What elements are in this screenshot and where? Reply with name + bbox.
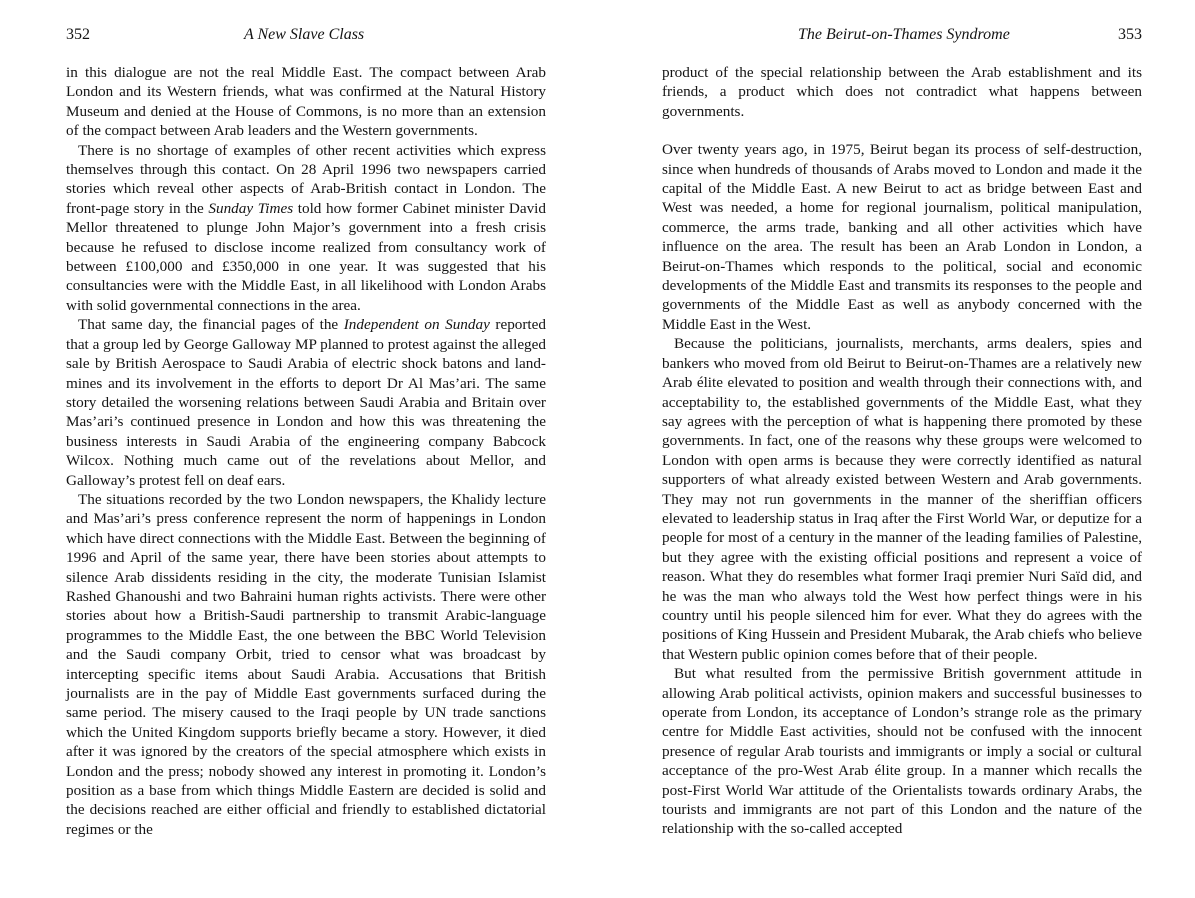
left-page-number: 352 (66, 26, 90, 43)
paragraph-text: That same day, the financial pages of the (78, 316, 344, 334)
paragraph (66, 315, 546, 490)
paragraph (662, 63, 1142, 121)
right-page (662, 0, 1142, 898)
italic-title-text: Independent on Sunday (343, 316, 490, 334)
paragraph-text: reported that a group led by George Galloway MP planned to protest against the alleged sale by British Aerospace to Saudi Arabia of electric shock batons and land-mines and its involvement in the efforts to deport Dr Al Mas’ari. The same story detailed the worsening relations between Saudi Arabia and Britain over Mas’ari’s continued presence in London and how this was threatening the business interests in Saudi Arabia of the engineering company Babcock Wilcox. Nothing much came out of the revelations about Mellor, and Galloway’s protest fell on deaf ears. (66, 316, 546, 489)
paragraph-text: product of the special relationship between the Arab establishment and its friends, a product which does not contradict what happens between governments. (662, 64, 1142, 120)
paragraph-text: There is no shortage of examples of other recent activities which express themselves through this contact. On 28 April 1996 two newspapers carried stories which reveal other aspects of Arab-British contact in London. The front-page story in the (66, 141, 546, 217)
paragraph (66, 63, 546, 141)
paragraph-text: But what resulted from the permissive British government attitude in allowing Arab political activists, opinion makers and successful businesses to operate from London, its acceptance of London’s strange role as the primary centre for Middle East activities, should not be confused with the innocent presence of regular Arab tourists and immigrants or imply a social or cultural acceptance of the pro-West Arab élite group. In a manner which recalls the post-First World War attitude of the Orientalists towards ordinary Arabs, the tourists and immigrants are not part of this London and the nature of the relationship with the so-called accepted (662, 665, 1142, 838)
paragraph-text: in this dialogue are not the real Middle East. The compact between Arab London and its Western friends, what was confirmed at the Natural History Museum and denied at the House of Commons, is no more than an extension of the compact between Arab leaders and the Western governments. (66, 64, 546, 140)
paragraph (66, 490, 546, 839)
left-running-title: A New Slave Class (244, 26, 365, 43)
paragraph-text: The situations recorded by the two London newspapers, the Khalidy lecture and Mas’ari’s press conference represent the norm of happenings in London which have direct connections with the Middle East. Between the beginning of 1996 and April of the same year, there have been stories about attempts to silence Arab dissidents residing in the city, the moderate Tunisian Islamist Rashed Ghanoushi and two Bahraini human rights activists. There were other stories about how a British-Saudi partnership to transmit Arabic-language programmes to the Middle East, the one between the BBC World Television and the Saudi company Orbit, tried to censor what was broadcast by intercepting specific items about Saudi Arabia. Accusations that British journalists are in the pay of Middle East governments surfaced during the same period. The misery caused to the Iraqi people by UN trade sanctions which the United Kingdom supports briefly became a story. However, it died after it was ignored by the creators of the special atmosphere which exists in London and the press; nobody showed any interest in promoting it. London’s position as a base from which things Middle Eastern are decided is solid and the decisions reached are either official and friendly to established dictatorial regimes or the (66, 490, 546, 838)
left-page-header (66, 26, 546, 48)
italic-title-text: Sunday Times (208, 199, 294, 217)
paragraph (662, 334, 1142, 664)
left-page (66, 0, 546, 898)
right-page-header (662, 26, 1142, 48)
paragraph-text: Because the politicians, journalists, merchants, arms dealers, spies and bankers who moved from old Beirut to Beirut-on-Thames are a relatively new Arab élite elevated to position and wealth through their connections with, and acceptability to, the established governments of the Middle East, what they say agrees with the perception of what is happening there promoted by these governments. In fact, one of the reasons why these groups were welcomed to London with open arms is because they were correctly identified as natural supporters of what already existed between Western and Arab governments. They may not run governments in the manner of the sheriffian officers elevated to leadership status in Iraq after the First World War, or deputize for a people for most of a century in the manner of the leading families of Palestine, but they agree with the existing official positions and represent a voice of reason. What they do resembles what former Iraqi premier Nuri Saïd did, and he was the man who always told the West how perfect things were in his country until his people silenced him for ever. What they do agrees with the positions of King Hussein and President Mubarak, the Arab chiefs who believe that Western public opinion comes before that of their people. (662, 335, 1142, 663)
right-page-body (662, 63, 1142, 839)
paragraph (662, 140, 1142, 334)
right-running-title: The Beirut-on-Thames Syndrome (798, 26, 1010, 43)
paragraph-text: Over twenty years ago, in 1975, Beirut began its process of self-destruction, since when hundreds of thousands of Arabs moved to London and made it the capital of the Middle East. A new Beirut to act as bridge between East and West was needed, a home for regional journalism, political manipulation, commerce, the arms trade, banking and all other activities which have influence on the area. The result has been an Arab London in London, a Beirut-on-Thames which responds to the political, social and economic developments of the Middle East and transmits its responses to the people and governments of the Middle East as well as anybody concerned with the Middle East in the West. (662, 141, 1142, 333)
paragraph (662, 664, 1142, 839)
right-page-number: 353 (1118, 26, 1142, 43)
paragraph (66, 141, 546, 316)
left-page-body (66, 63, 546, 839)
paragraph-text: told how former Cabinet minister David Mellor threatened to plunge John Major’s government into a fresh crisis because he refused to disclose income realized from consultancy work of between £100,000 and £350,000 in one year. It was suggested that his consultancies were with the Middle East, in all likelihood with London Arabs with solid governmental connections in the area. (66, 199, 546, 314)
